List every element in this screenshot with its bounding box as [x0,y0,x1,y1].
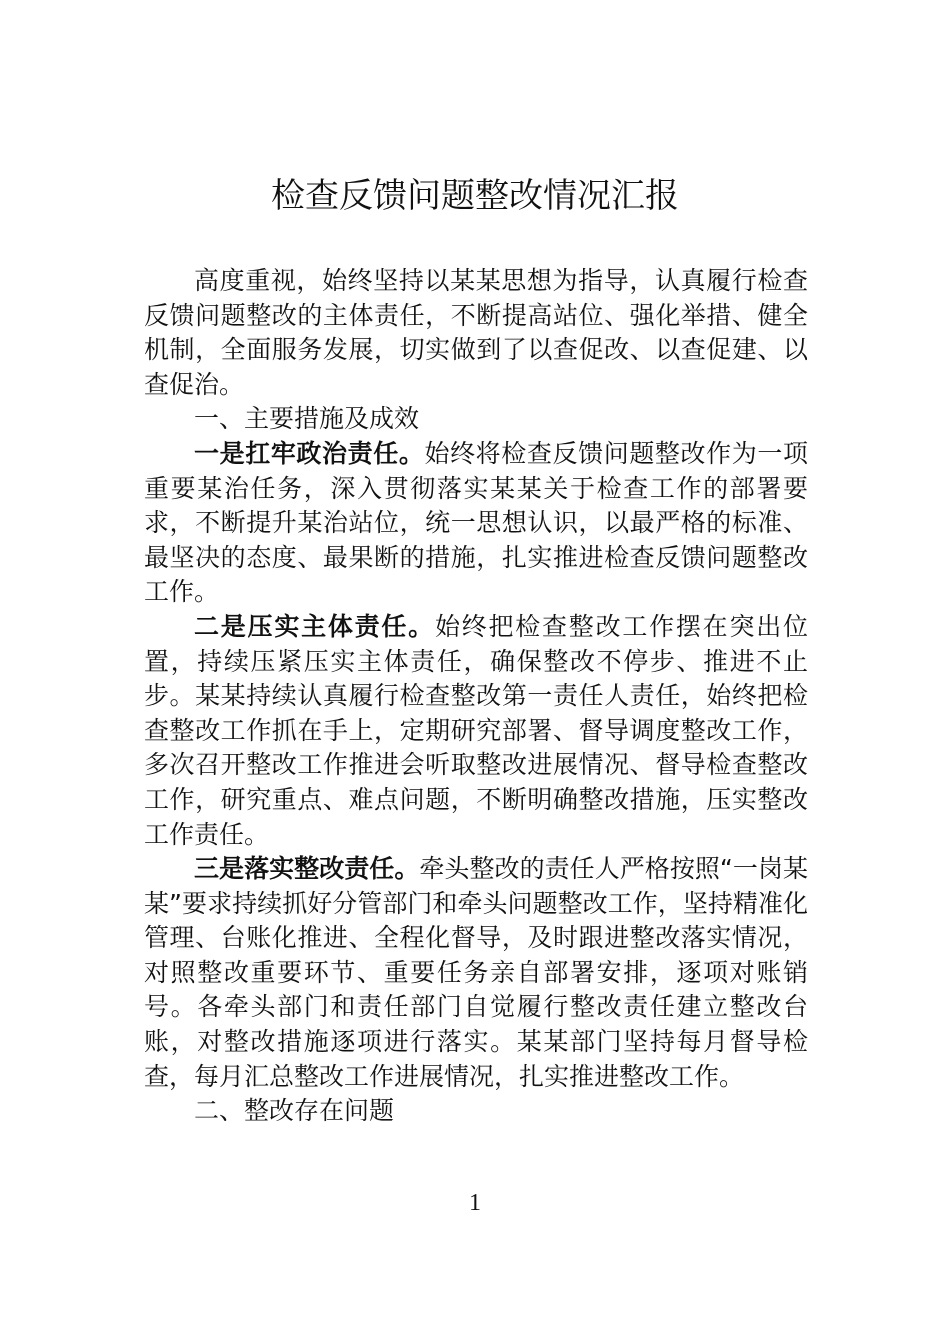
section-heading-problems: 二、整改存在问题 [194,1096,395,1126]
point-text: 始终把检查整改工作摆在突出位置，持续压紧压实主体责任，确保整改不停步、推进不止步。某某持续认真履行检查整改第一责任人责任，始终把检查整改工作抓在手上，定期研究部署、督导调度整改工作，多次召开整改工作推进会听取整改进展情况、督导检查整改工作，研究重点、难点问题，不断明确整改措施，压实整改工作责任。 [144,611,808,849]
document-body [144,264,808,1129]
point-text: 牵头整改的责任人严格按照“一岗某某”要求持续抓好分管部门和牵头问题整改工作，坚持精准化管理、台账化推进、全程化督导，及时跟进整改落实情况，对照整改重要环节、重要任务亲自部署安排，逐项对账销号。各牵头部门和责任部门自觉履行整改责任建立整改台账，对整改措施逐项进行落实。某某部门坚持每月督导检查，每月汇总整改工作进展情况，扎实推进整改工作。 [144,854,808,1091]
point-text: 始终将检查反馈问题整改作为一项重要某治任务，深入贯彻落实某某关于检查工作的部署要求，不断提升某治站位，统一思想认识，以最严格的标准、最坚决的态度、最果断的措施，扎实推进检查反馈问题整改工作。 [144,438,808,607]
point-paragraph-subject [144,610,808,852]
page-number: 1 [469,1190,481,1216]
point-lead: 二是压实主体责任。 [194,611,435,641]
point-lead: 三是落实整改责任。 [194,854,420,884]
point-lead: 一是扛牢政治责任。 [194,438,425,468]
point-paragraph-political [144,437,808,610]
section-heading-measures: 一、主要措施及成效 [194,404,420,434]
intro-paragraph: 高度重视，始终坚持以某某思想为指导，认真履行检查反馈问题整改的主体责任，不断提高站位、强化举措、健全机制，全面服务发展，切实做到了以查促改、以查促建、以查促治。 [144,266,808,399]
point-paragraph-rectification [144,852,808,1094]
document-title: 检查反馈问题整改情况汇报 [271,176,679,216]
